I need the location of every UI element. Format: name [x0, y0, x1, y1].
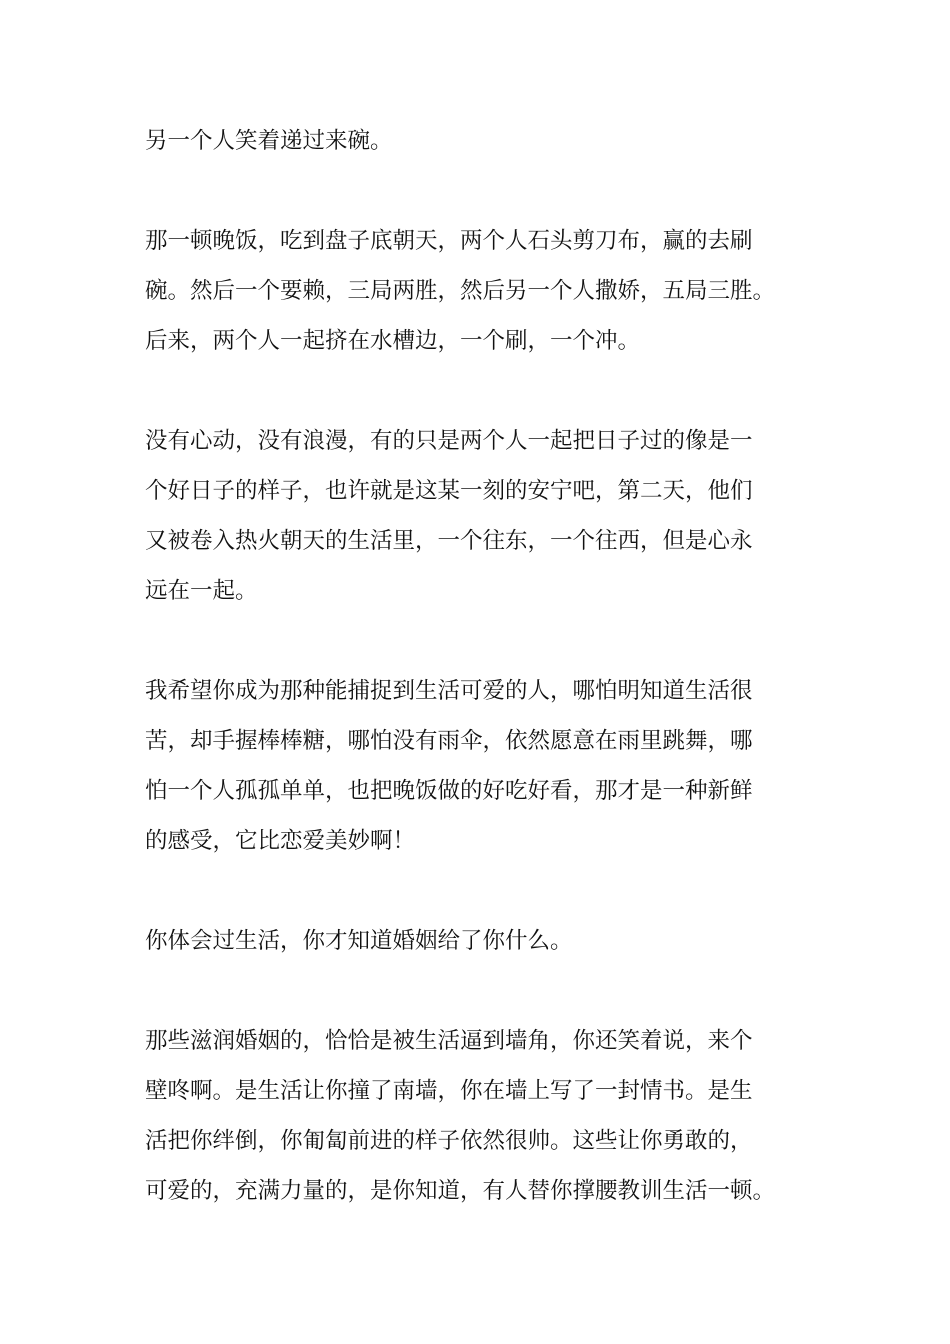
paragraph-6-line-4: 可爱的，充满力量的，是你知道，有人替你撑腰教训生活一顿。 [145, 1178, 776, 1204]
paragraph-2-line-3: 后来，两个人一起挤在水槽边，一个刷，一个冲。 [145, 328, 641, 354]
paragraph-3-line-1: 没有心动，没有浪漫，有的只是两个人一起把日子过的像是一 [145, 428, 753, 454]
paragraph-3-line-3: 又被卷入热火朝天的生活里，一个往东，一个往西，但是心永 [145, 528, 753, 554]
paragraph-4-line-4: 的感受，它比恋爱美妙啊！ [145, 828, 416, 854]
paragraph-4-line-1: 我希望你成为那种能捕捉到生活可爱的人，哪怕明知道生活很 [145, 678, 753, 704]
paragraph-6-line-3: 活把你绊倒，你匍匐前进的样子依然很帅。这些让你勇敢的， [145, 1128, 753, 1154]
paragraph-2-line-2: 碗。然后一个要赖，三局两胜，然后另一个人撒娇，五局三胜。 [145, 278, 776, 304]
paragraph-4-line-2: 苦，却手握棒棒糖，哪怕没有雨伞，依然愿意在雨里跳舞，哪 [145, 728, 753, 754]
paragraph-6-line-1: 那些滋润婚姻的，恰恰是被生活逼到墙角，你还笑着说，来个 [145, 1028, 753, 1054]
paragraph-2-line-1: 那一顿晚饭，吃到盘子底朝天，两个人石头剪刀布，赢的去刷 [145, 228, 753, 254]
paragraph-6-line-2: 壁咚啊。是生活让你撞了南墙，你在墙上写了一封情书。是生 [145, 1078, 753, 1104]
paragraph-3-line-4: 远在一起。 [145, 578, 258, 604]
paragraph-5-line-1: 你体会过生活，你才知道婚姻给了你什么。 [145, 928, 573, 954]
paragraph-3-line-2: 个好日子的样子，也许就是这某一刻的安宁吧，第二天，他们 [145, 478, 753, 504]
paragraph-4-line-3: 怕一个人孤孤单单，也把晚饭做的好吃好看，那才是一种新鲜 [145, 778, 753, 804]
paragraph-1-line-1: 另一个人笑着递过来碗。 [145, 128, 393, 154]
